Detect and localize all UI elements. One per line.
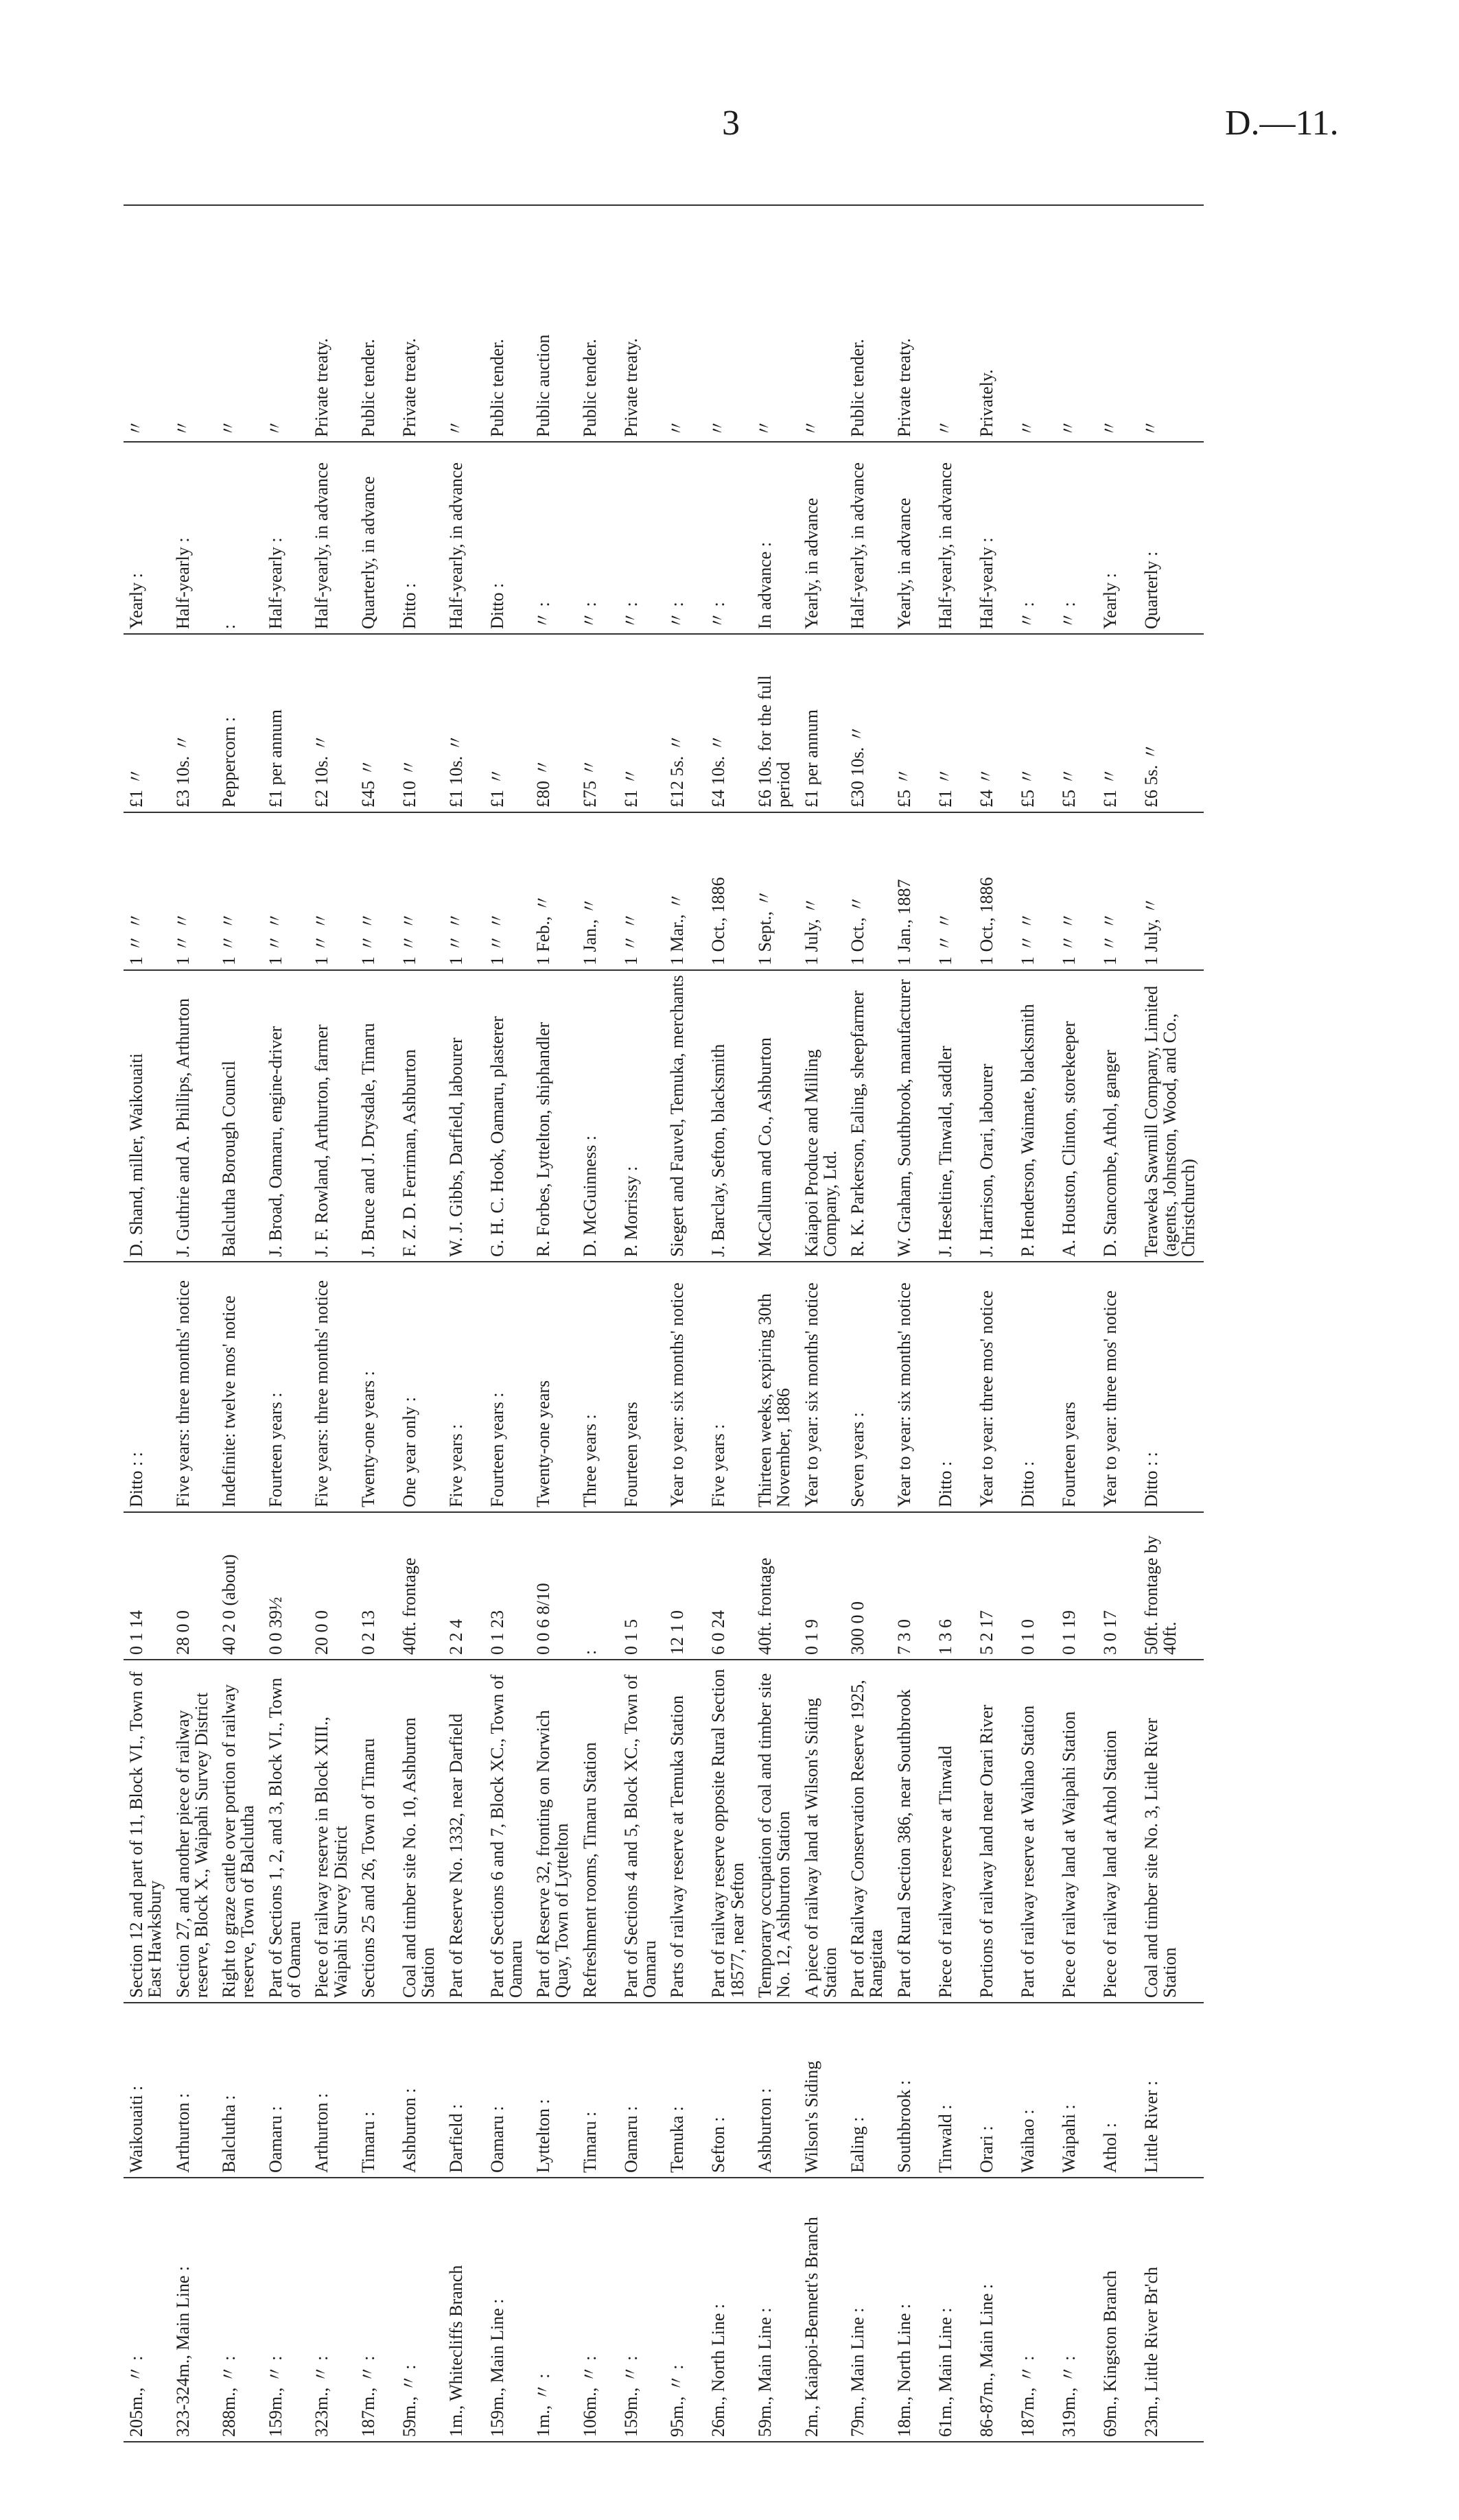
cell-station: Orari :: [974, 2003, 1015, 2178]
cell-rental: £75 〃: [577, 634, 618, 812]
cell-area: 7 3 0: [891, 1512, 933, 1660]
cell-rental: £4 10s. 〃: [705, 634, 752, 812]
cell-payment-terms: :: [216, 442, 263, 634]
cell-area: 0 1 0: [1015, 1512, 1056, 1660]
cell-description: Piece of railway reserve in Block XIII., Waipahi Survey District: [309, 1660, 355, 2003]
cell-lessee: J. Broad, Oamaru, engine-driver: [263, 970, 310, 1262]
cell-date-commenced: 1 〃 〃: [309, 812, 355, 970]
cell-mileage-line: 106m., 〃 :: [577, 2178, 618, 2442]
cell-term: Year to year: six months' notice: [799, 1262, 845, 1512]
cell-area: 6 0 24: [705, 1512, 752, 1660]
table-row: [1139, 205, 1204, 2442]
table-row: [170, 205, 217, 2442]
cell-station: Wilson's Siding: [799, 2003, 845, 2178]
cell-station: Timaru :: [577, 2003, 618, 2178]
cell-term: Twenty-one years :: [355, 1262, 397, 1512]
cell-area: 0 2 13: [355, 1512, 397, 1660]
cell-date-commenced: 1 〃 〃: [216, 812, 263, 970]
cell-term: Ditto : :: [1139, 1262, 1204, 1512]
cell-how-let: Private treaty.: [399, 338, 419, 437]
table-row: [1097, 205, 1139, 2442]
cell-payment-terms: Half-yearly :: [974, 442, 1015, 634]
cell-description: Part of railway reserve at Waihao Station: [1015, 1660, 1056, 2003]
cell-mileage-line: 319m., 〃 :: [1056, 2178, 1097, 2442]
cell-description: Part of Sections 6 and 7, Block XC., Town of Oamaru: [485, 1660, 531, 2003]
cell-date-commenced: 1 July, 〃: [1139, 812, 1204, 970]
cell-station: Ealing :: [845, 2003, 891, 2178]
cell-description: Part of Reserve 32, fronting on Norwich Quay, Town of Lyttelton: [530, 1660, 577, 2003]
cell-how-let: 〃: [1017, 419, 1038, 437]
cell-how-let: Private treaty.: [894, 338, 914, 437]
table-row: [124, 205, 170, 2442]
cell-description: Temporary occupation of coal and timber site No. 12, Ashburton Station: [752, 1660, 799, 2003]
cell-lessee: P. Henderson, Waimate, blacksmith: [1015, 970, 1056, 1262]
table-row: [309, 205, 355, 2442]
cell-lessee: D. McGuinness :: [577, 970, 618, 1262]
cell-area: 12 1 0: [664, 1512, 705, 1660]
cell-area: 2 2 4: [443, 1512, 485, 1660]
cell-mileage-line: 2m., Kaiapoi-Bennett's Branch: [799, 2178, 845, 2442]
cell-station: Arthurton :: [309, 2003, 355, 2178]
cell-area: 40 2 0 (about): [216, 1512, 263, 1660]
cell-payment-terms: Yearly :: [124, 442, 170, 634]
table-row: [799, 205, 845, 2442]
cell-payment-terms: Ditto :: [485, 442, 531, 634]
leases-table: [124, 204, 1204, 2442]
cell-rental: £12 5s. 〃: [664, 634, 705, 812]
cell-station: Timaru :: [355, 2003, 397, 2178]
cell-mileage-line: 1m., 〃 :: [530, 2178, 577, 2442]
cell-term: Fourteen years :: [263, 1262, 310, 1512]
cell-description: Parts of railway reserve at Temuka Station: [664, 1660, 705, 2003]
cell-rental: £5 〃: [891, 634, 933, 812]
cell-lessee: J. Guthrie and A. Phillips, Arthurton: [170, 970, 217, 1262]
cell-station: Southbrook :: [891, 2003, 933, 2178]
cell-lessee: P. Morrissy :: [618, 970, 665, 1262]
cell-term: Three years :: [577, 1262, 618, 1512]
cell-payment-terms: Half-yearly, in advance: [443, 442, 485, 634]
table-row: [618, 205, 665, 2442]
cell-mileage-line: 79m., Main Line :: [845, 2178, 891, 2442]
cell-date-commenced: 1 〃 〃: [1015, 812, 1056, 970]
cell-term: Year to year: six months' notice: [891, 1262, 933, 1512]
table-row: [664, 205, 705, 2442]
cell-how-let: Public tender.: [848, 339, 868, 437]
cell-date-commenced: 1 Jan., 1887: [891, 812, 933, 970]
cell-how-let: Public auction: [533, 334, 554, 437]
cell-date-commenced: 1 〃 〃: [443, 812, 485, 970]
cell-how-let: 〃: [126, 419, 146, 437]
cell-term: Five years: three months' notice: [170, 1262, 217, 1512]
cell-term: Year to year: three mos' notice: [1097, 1262, 1139, 1512]
cell-term: Fourteen years :: [485, 1262, 531, 1512]
leases-table-body: [124, 205, 1204, 2442]
cell-description: Coal and timber site No. 10, Ashburton Station: [397, 1660, 443, 2003]
cell-payment-terms: Half-yearly, in advance: [933, 442, 974, 634]
cell-rental: Peppercorn :: [216, 634, 263, 812]
cell-station: Arthurton :: [170, 2003, 217, 2178]
cell-description: Section 27, and another piece of railway reserve, Block X., Waipahi Survey District: [170, 1660, 217, 2003]
cell-how-let: 〃: [445, 419, 466, 437]
cell-lessee: J. Barclay, Sefton, blacksmith: [705, 970, 752, 1262]
cell-term: Five years :: [705, 1262, 752, 1512]
cell-mileage-line: 23m., Little River Br'ch: [1139, 2178, 1204, 2442]
cell-how-let: 〃: [1099, 419, 1120, 437]
cell-area: 1 3 6: [933, 1512, 974, 1660]
cell-description: Right to graze cattle over portion of railway reserve, Town of Balclutha: [216, 1660, 263, 2003]
cell-lessee: J. Heseltine, Tinwald, saddler: [933, 970, 974, 1262]
cell-description: Section 12 and part of 11, Block VI., Town of East Hawksbury: [124, 1660, 170, 2003]
cell-description: Part of railway reserve opposite Rural Section 18577, near Sefton: [705, 1660, 752, 2003]
cell-area: 0 1 5: [618, 1512, 665, 1660]
cell-date-commenced: 1 Oct., 〃: [845, 812, 891, 970]
cell-mileage-line: 59m., 〃 :: [397, 2178, 443, 2442]
cell-description: Part of Sections 1, 2, and 3, Block VI., Town of Oamaru: [263, 1660, 310, 2003]
cell-payment-terms: Quarterly, in advance: [355, 442, 397, 634]
cell-payment-terms: Half-yearly, in advance: [845, 442, 891, 634]
cell-payment-terms: Half-yearly :: [263, 442, 310, 634]
cell-lessee: J. Bruce and J. Drysdale, Timaru: [355, 970, 397, 1262]
cell-how-let: 〃: [219, 419, 240, 437]
cell-how-let: 〃: [172, 419, 193, 437]
table-row: [485, 205, 531, 2442]
cell-how-let: 〃: [667, 419, 688, 437]
cell-payment-terms: 〃 :: [664, 442, 705, 634]
cell-rental: £5 〃: [1056, 634, 1097, 812]
cell-station: Ashburton :: [397, 2003, 443, 2178]
cell-mileage-line: 288m., 〃 :: [216, 2178, 263, 2442]
cell-payment-terms: 〃 :: [705, 442, 752, 634]
cell-lessee: Kaiapoi Produce and Milling Company, Ltd.: [799, 970, 845, 1262]
cell-rental: £1 per annum: [799, 634, 845, 812]
cell-date-commenced: 1 Mar., 〃: [664, 812, 705, 970]
cell-how-let: 〃: [1141, 419, 1161, 437]
cell-mileage-line: 205m., 〃 :: [124, 2178, 170, 2442]
cell-description: Piece of railway reserve at Tinwald: [933, 1660, 974, 2003]
cell-mileage-line: 18m., North Line :: [891, 2178, 933, 2442]
cell-how-let: 〃: [708, 419, 729, 437]
cell-description: A piece of railway land at Wilson's Siding Station: [799, 1660, 845, 2003]
cell-how-let: 〃: [1058, 419, 1079, 437]
cell-rental: £80 〃: [530, 634, 577, 812]
cell-station: Sefton :: [705, 2003, 752, 2178]
cell-date-commenced: 1 〃 〃: [355, 812, 397, 970]
cell-payment-terms: Yearly, in advance: [799, 442, 845, 634]
cell-term: Five years :: [443, 1262, 485, 1512]
cell-mileage-line: 26m., North Line :: [705, 2178, 752, 2442]
cell-lessee: W. J. Gibbs, Darfield, labourer: [443, 970, 485, 1262]
cell-date-commenced: 1 〃 〃: [933, 812, 974, 970]
cell-area: 300 0 0: [845, 1512, 891, 1660]
cell-payment-terms: Ditto :: [397, 442, 443, 634]
page-number: 3: [722, 104, 740, 143]
cell-station: Balclutha :: [216, 2003, 263, 2178]
cell-date-commenced: 1 Oct., 1886: [705, 812, 752, 970]
cell-station: Waihao :: [1015, 2003, 1056, 2178]
cell-area: 28 0 0: [170, 1512, 217, 1660]
cell-area: 0 0 39½: [263, 1512, 310, 1660]
cell-area: 0 1 19: [1056, 1512, 1097, 1660]
cell-station: Lyttelton :: [530, 2003, 577, 2178]
cell-mileage-line: 159m., Main Line :: [485, 2178, 531, 2442]
cell-description: Part of Railway Conservation Reserve 1925, Rangitata: [845, 1660, 891, 2003]
cell-how-let: Public tender.: [358, 339, 378, 437]
cell-rental: £5 〃: [1015, 634, 1056, 812]
cell-date-commenced: 1 〃 〃: [263, 812, 310, 970]
rotated-table-container: [124, 206, 1359, 2442]
cell-description: Piece of railway land at Waipahi Station: [1056, 1660, 1097, 2003]
cell-date-commenced: 1 Oct., 1886: [974, 812, 1015, 970]
cell-lessee: D. Shand, miller, Waikouaiti: [124, 970, 170, 1262]
table-row: [933, 205, 974, 2442]
cell-area: 40ft. frontage: [397, 1512, 443, 1660]
cell-rental: £6 10s. for the full period: [752, 634, 799, 812]
cell-term: Fourteen years: [618, 1262, 665, 1512]
cell-payment-terms: 〃 :: [618, 442, 665, 634]
cell-area: 0 1 9: [799, 1512, 845, 1660]
cell-how-let: Private treaty.: [312, 338, 332, 437]
cell-lessee: Teraweka Sawmill Company, Limited (agents, Johnston, Wood, and Co., Christchurch): [1139, 970, 1204, 1262]
cell-date-commenced: 1 〃 〃: [170, 812, 217, 970]
cell-date-commenced: 1 〃 〃: [1056, 812, 1097, 970]
table-row: [845, 205, 891, 2442]
cell-mileage-line: 323m., 〃 :: [309, 2178, 355, 2442]
cell-payment-terms: 〃 :: [1015, 442, 1056, 634]
cell-station: Oamaru :: [618, 2003, 665, 2178]
cell-rental: £1 〃: [933, 634, 974, 812]
cell-description: Piece of railway land at Athol Station: [1097, 1660, 1139, 2003]
cell-description: Part of Reserve No. 1332, near Darfield: [443, 1660, 485, 2003]
cell-how-let: Privately.: [976, 369, 996, 437]
cell-how-let: Public tender.: [579, 339, 600, 437]
cell-mileage-line: 69m., Kingston Branch: [1097, 2178, 1139, 2442]
cell-payment-terms: 〃 :: [1056, 442, 1097, 634]
cell-payment-terms: Half-yearly, in advance: [309, 442, 355, 634]
cell-mileage-line: 323-324m., Main Line :: [170, 2178, 217, 2442]
cell-term: Ditto :: [1015, 1262, 1056, 1512]
cell-rental: £1 〃: [485, 634, 531, 812]
cell-area: 0 1 23: [485, 1512, 531, 1660]
cell-term: Five years: three months' notice: [309, 1262, 355, 1512]
cell-area: 3 0 17: [1097, 1512, 1139, 1660]
cell-lessee: McCallum and Co., Ashburton: [752, 970, 799, 1262]
cell-area: 40ft. frontage: [752, 1512, 799, 1660]
cell-date-commenced: 1 Feb., 〃: [530, 812, 577, 970]
cell-lessee: F. Z. D. Ferriman, Ashburton: [397, 970, 443, 1262]
cell-rental: £6 5s. 〃: [1139, 634, 1204, 812]
cell-lessee: R. K. Parkerson, Ealing, sheepfarmer: [845, 970, 891, 1262]
cell-rental: £10 〃: [397, 634, 443, 812]
cell-lessee: Siegert and Fauvel, Temuka, merchants: [664, 970, 705, 1262]
cell-station: Little River :: [1139, 2003, 1204, 2178]
cell-description: Coal and timber site No. 3, Little River Station: [1139, 1660, 1204, 2003]
document-reference: D.—11.: [1225, 104, 1339, 143]
cell-lessee: D. Stancombe, Athol, ganger: [1097, 970, 1139, 1262]
cell-station: Athol :: [1097, 2003, 1139, 2178]
table-row: [974, 205, 1015, 2442]
cell-description: Part of Sections 4 and 5, Block XC., Town of Oamaru: [618, 1660, 665, 2003]
table-row: [397, 205, 443, 2442]
cell-payment-terms: In advance :: [752, 442, 799, 634]
cell-term: Year to year: six months' notice: [664, 1262, 705, 1512]
table-row: [1056, 205, 1097, 2442]
cell-date-commenced: 1 〃 〃: [1097, 812, 1139, 970]
cell-station: Oamaru :: [485, 2003, 531, 2178]
table-row: [705, 205, 752, 2442]
cell-rental: £45 〃: [355, 634, 397, 812]
cell-lessee: W. Graham, Southbrook, manufacturer: [891, 970, 933, 1262]
cell-rental: £1 〃: [124, 634, 170, 812]
table-row: [891, 205, 933, 2442]
cell-term: Fourteen years: [1056, 1262, 1097, 1512]
cell-rental: £1 per annum: [263, 634, 310, 812]
cell-rental: £2 10s. 〃: [309, 634, 355, 812]
cell-rental: £1 〃: [618, 634, 665, 812]
cell-term: Indefinite: twelve mos' notice: [216, 1262, 263, 1512]
cell-term: Seven years :: [845, 1262, 891, 1512]
cell-mileage-line: 159m., 〃 :: [618, 2178, 665, 2442]
cell-station: Waikouaiti :: [124, 2003, 170, 2178]
cell-area: :: [577, 1512, 618, 1660]
cell-term: One year only :: [397, 1262, 443, 1512]
cell-mileage-line: 159m., 〃 :: [263, 2178, 310, 2442]
cell-lessee: R. Forbes, Lyttelton, shiphandler: [530, 970, 577, 1262]
cell-area: 0 0 6 8/10: [530, 1512, 577, 1660]
cell-term: Year to year: three mos' notice: [974, 1262, 1015, 1512]
cell-payment-terms: 〃 :: [577, 442, 618, 634]
cell-lessee: A. Houston, Clinton, storekeeper: [1056, 970, 1097, 1262]
cell-rental: £3 10s. 〃: [170, 634, 217, 812]
cell-payment-terms: Half-yearly :: [170, 442, 217, 634]
cell-description: Sections 25 and 26, Town of Timaru: [355, 1660, 397, 2003]
cell-station: Darfield :: [443, 2003, 485, 2178]
cell-payment-terms: Yearly :: [1097, 442, 1139, 634]
cell-rental: £1 10s. 〃: [443, 634, 485, 812]
table-row: [530, 205, 577, 2442]
cell-term: Thirteen weeks, expiring 30th November, 1886: [752, 1262, 799, 1512]
cell-station: Temuka :: [664, 2003, 705, 2178]
cell-station: Oamaru :: [263, 2003, 310, 2178]
table-row: [355, 205, 397, 2442]
cell-area: 50ft. frontage by 40ft.: [1139, 1512, 1204, 1660]
cell-lessee: Balclutha Borough Council: [216, 970, 263, 1262]
cell-mileage-line: 61m., Main Line :: [933, 2178, 974, 2442]
cell-mileage-line: 59m., Main Line :: [752, 2178, 799, 2442]
table-row: [577, 205, 618, 2442]
cell-area: 20 0 0: [309, 1512, 355, 1660]
cell-date-commenced: 1 Jan., 〃: [577, 812, 618, 970]
table-row: [263, 205, 310, 2442]
cell-lessee: G. H. C. Hook, Oamaru, plasterer: [485, 970, 531, 1262]
cell-date-commenced: 1 〃 〃: [124, 812, 170, 970]
cell-description: Portions of railway land near Orari River: [974, 1660, 1015, 2003]
cell-mileage-line: 95m., 〃 :: [664, 2178, 705, 2442]
cell-mileage-line: 187m., 〃 :: [355, 2178, 397, 2442]
cell-term: Ditto :: [933, 1262, 974, 1512]
table-row: [1015, 205, 1056, 2442]
cell-lessee: J. Harrison, Orari, labourer: [974, 970, 1015, 1262]
cell-rental: £4 〃: [974, 634, 1015, 812]
cell-area: 5 2 17: [974, 1512, 1015, 1660]
cell-mileage-line: 1m., Whitecliffs Branch: [443, 2178, 485, 2442]
cell-payment-terms: 〃 :: [530, 442, 577, 634]
cell-date-commenced: 1 〃 〃: [618, 812, 665, 970]
cell-description: Part of Rural Section 386, near Southbrook: [891, 1660, 933, 2003]
cell-station: Waipahi :: [1056, 2003, 1097, 2178]
cell-station: Ashburton :: [752, 2003, 799, 2178]
cell-station: Tinwald :: [933, 2003, 974, 2178]
cell-description: Refreshment rooms, Timaru Station: [577, 1660, 618, 2003]
table-row: [752, 205, 799, 2442]
cell-date-commenced: 1 〃 〃: [485, 812, 531, 970]
cell-mileage-line: 187m., 〃 :: [1015, 2178, 1056, 2442]
cell-rental: £1 〃: [1097, 634, 1139, 812]
cell-term: Twenty-one years: [530, 1262, 577, 1512]
cell-how-let: 〃: [801, 419, 821, 437]
cell-lessee: J. F. Rowland, Arthurton, farmer: [309, 970, 355, 1262]
cell-mileage-line: 86-87m., Main Line :: [974, 2178, 1015, 2442]
cell-date-commenced: 1 〃 〃: [397, 812, 443, 970]
cell-how-let: 〃: [754, 419, 775, 437]
cell-date-commenced: 1 Sept., 〃: [752, 812, 799, 970]
cell-how-let: 〃: [265, 419, 285, 437]
table-row: [443, 205, 485, 2442]
cell-rental: £30 10s. 〃: [845, 634, 891, 812]
cell-area: 0 1 14: [124, 1512, 170, 1660]
cell-date-commenced: 1 July, 〃: [799, 812, 845, 970]
cell-payment-terms: Quarterly :: [1139, 442, 1204, 634]
cell-payment-terms: Yearly, in advance: [891, 442, 933, 634]
cell-how-let: Public tender.: [487, 339, 507, 437]
cell-how-let: Private treaty.: [620, 338, 641, 437]
cell-term: Ditto : :: [124, 1262, 170, 1512]
table-row: [216, 205, 263, 2442]
cell-how-let: 〃: [935, 419, 955, 437]
